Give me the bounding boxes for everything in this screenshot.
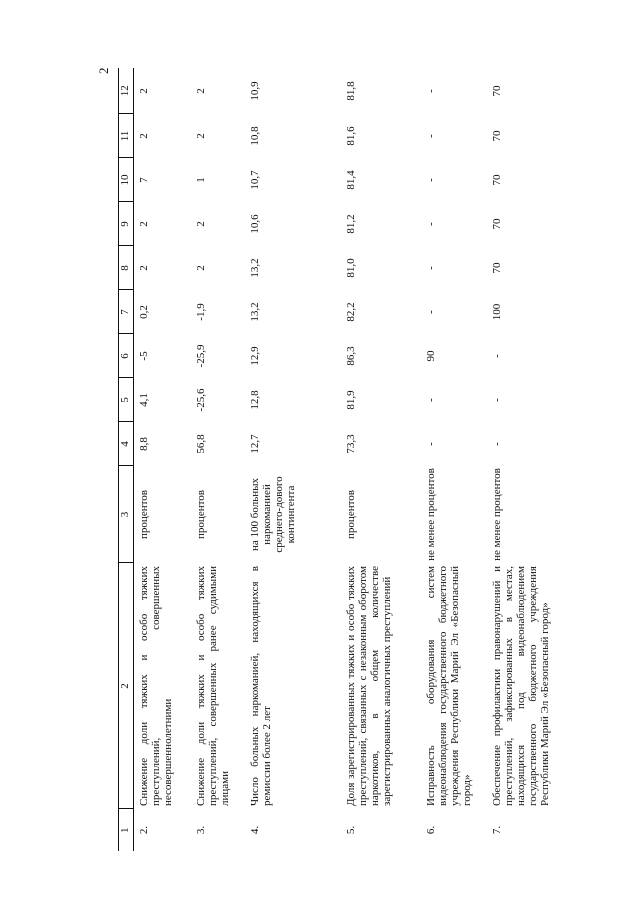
table-row — [134, 68, 191, 851]
row-number: 3. — [194, 825, 207, 835]
table-row — [191, 68, 245, 851]
value-cell: - — [424, 398, 437, 402]
value-cell: 81,4 — [344, 170, 357, 190]
value-cell: 0,2 — [138, 305, 150, 319]
indicator-name: Доля зарегистрированных тяжких и особо тяжких преступлений, связанных с незаконным оборотом наркотиков, в общем количестве зарегистрированных аналогичных преступлений — [344, 566, 393, 806]
column-header: 6 — [119, 334, 134, 378]
value-cell: 2 — [194, 221, 207, 227]
table-row — [421, 68, 487, 851]
column-header: 3 — [119, 466, 134, 563]
value-cell: 10,8 — [248, 126, 261, 146]
column-header: 8 — [119, 246, 134, 290]
indicator-name: Обеспечение профилактики правонарушений и преступлений, зафиксированных в местах, находящихся под видеонаблюдением государственного бюджетного учреждения Республики Марий Эл «Безопасный город» — [490, 566, 551, 806]
value-cell: 100 — [490, 303, 503, 321]
column-header: 9 — [119, 202, 134, 246]
value-cell: 12,7 — [248, 434, 261, 454]
value-cell: - — [424, 222, 437, 226]
value-cell: 2 — [138, 88, 150, 94]
value-cell: 70 — [490, 174, 503, 186]
column-header: 2 — [119, 563, 134, 809]
value-cell: 2 — [194, 88, 207, 94]
column-header: 4 — [119, 422, 134, 466]
value-cell: - — [490, 354, 503, 358]
unit: процентов — [344, 490, 357, 539]
value-cell: 82,2 — [344, 302, 357, 322]
value-cell: 2 — [138, 265, 150, 271]
value-cell: - — [424, 266, 437, 270]
unit: не менее процентов — [424, 468, 437, 561]
unit: не менее процентов — [490, 468, 503, 561]
column-header: 5 — [119, 378, 134, 422]
value-cell: - — [424, 178, 437, 182]
table-row — [487, 68, 577, 851]
indicator-name: Исправность оборудования систем видеонаблюдения государственного бюджетного учреждения Республики Марий Эл «Безопасный город» — [424, 566, 473, 806]
value-cell: - — [424, 134, 437, 138]
table-row — [245, 68, 341, 851]
table-row — [341, 68, 421, 851]
value-cell: 13,2 — [248, 302, 261, 322]
value-cell: 70 — [490, 85, 503, 97]
indicator-name: Число больных наркоманией, находящихся в ремиссии более 2 лет — [248, 566, 273, 806]
header-row — [119, 68, 134, 851]
value-cell: 70 — [490, 218, 503, 230]
value-cell: 2 — [138, 221, 150, 227]
row-number: 6. — [424, 825, 437, 835]
value-cell: 81,6 — [344, 126, 357, 146]
unit: процентов — [138, 490, 150, 539]
value-cell: 7 — [138, 177, 150, 183]
value-cell: 73,3 — [344, 434, 357, 454]
value-cell: 81,8 — [344, 81, 357, 101]
value-cell: -25,6 — [194, 388, 207, 412]
value-cell: 70 — [490, 262, 503, 274]
value-cell: - — [424, 310, 437, 314]
rotated-table-container — [118, 68, 633, 851]
value-cell: 2 — [138, 133, 150, 139]
value-cell: 90 — [424, 350, 437, 362]
row-number: 5. — [344, 825, 357, 835]
value-cell: 12,8 — [248, 390, 261, 410]
unit: на 100 больных наркоманией среднего-дового контингента — [248, 476, 297, 553]
row-number: 7. — [490, 825, 503, 835]
row-number: 2. — [138, 825, 150, 835]
value-cell: - — [424, 89, 437, 93]
value-cell: 70 — [490, 130, 503, 142]
value-cell: - — [490, 442, 503, 446]
value-cell: 56,8 — [194, 434, 207, 454]
column-header: 10 — [119, 158, 134, 202]
column-header: 11 — [119, 114, 134, 158]
indicators-table — [118, 68, 577, 851]
value-cell: 81,2 — [344, 214, 357, 234]
value-cell: 2 — [194, 133, 207, 139]
page-number: 2 — [96, 67, 111, 74]
value-cell: 13,2 — [248, 258, 261, 278]
value-cell: - — [490, 398, 503, 402]
value-cell: 10,6 — [248, 214, 261, 234]
indicator-name: Снижение доли тяжких и особо тяжких преступлений, совершенных несовершеннолетними — [138, 566, 174, 806]
value-cell: 2 — [194, 265, 207, 271]
value-cell: 4,1 — [138, 393, 150, 407]
column-header: 1 — [119, 809, 134, 851]
value-cell: 81,9 — [344, 390, 357, 410]
value-cell: 10,7 — [248, 170, 261, 190]
value-cell: 81,0 — [344, 258, 357, 278]
column-header: 7 — [119, 290, 134, 334]
value-cell: 10,9 — [248, 81, 261, 101]
value-cell: -5 — [138, 351, 150, 361]
unit: процентов — [194, 490, 207, 539]
value-cell: 1 — [194, 177, 207, 183]
value-cell: 12,9 — [248, 346, 261, 366]
value-cell: 8,8 — [138, 437, 150, 451]
indicator-name: Снижение доли тяжких и особо тяжких преступлений, совершенных ранее судимыми лицами — [194, 566, 231, 806]
row-number: 4. — [248, 825, 261, 835]
value-cell: 86,3 — [344, 346, 357, 366]
value-cell: -1,9 — [194, 303, 207, 321]
value-cell: - — [424, 442, 437, 446]
column-header: 12 — [119, 68, 134, 114]
value-cell: -25,9 — [194, 344, 207, 368]
